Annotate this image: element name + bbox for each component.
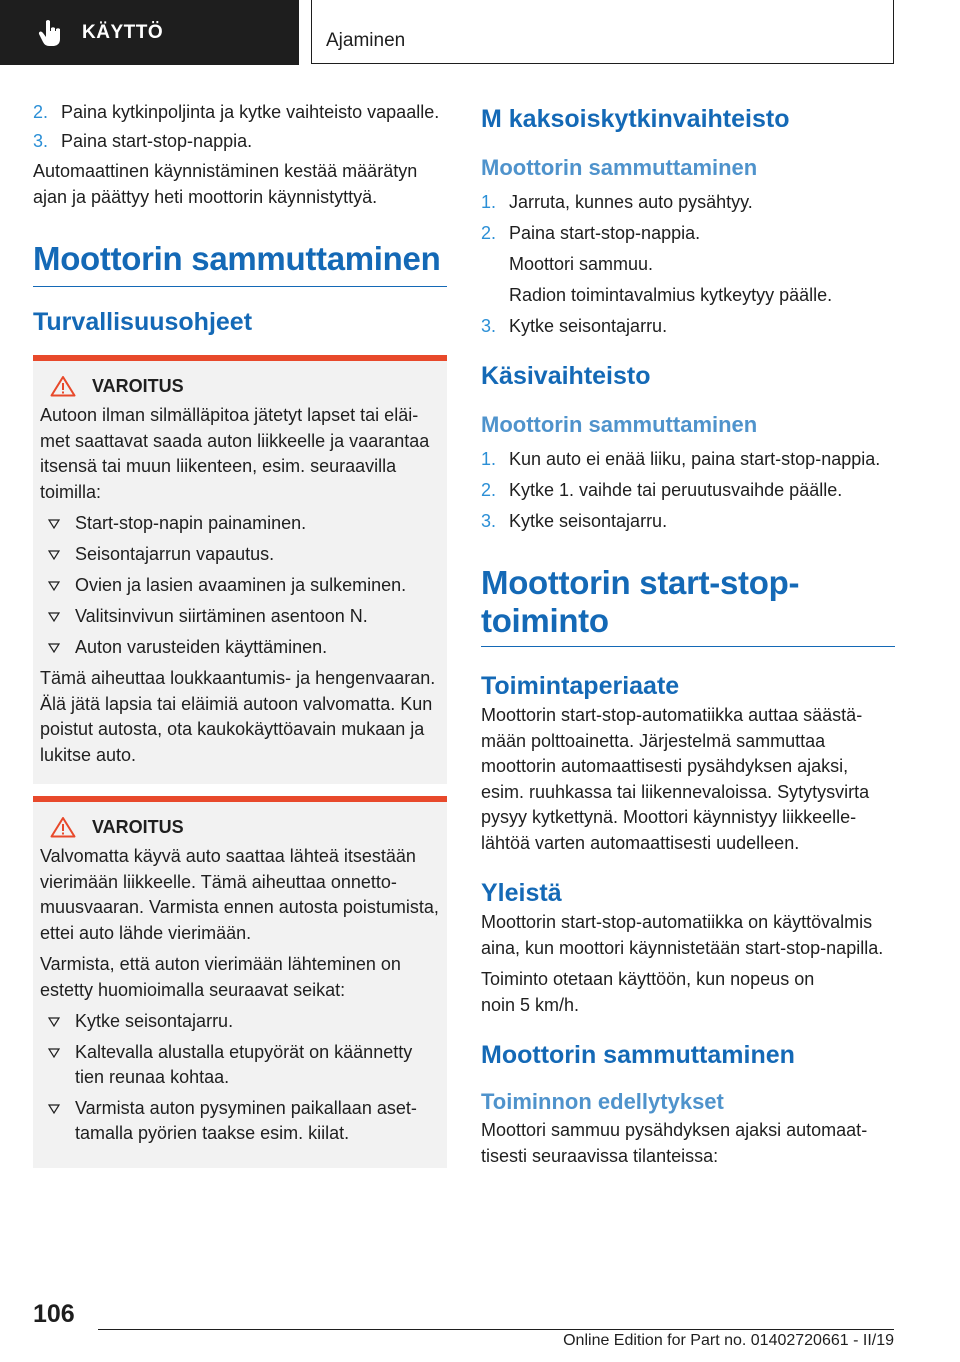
bullet-text: Start-stop-napin painaminen. [75, 513, 307, 533]
bullet-text: Kaltevalla alustalla etupyörät on käännetty tien reunaa kohtaa. [75, 1042, 413, 1087]
step-text: Paina start-stop-nappia. [509, 223, 701, 243]
paragraph: Automaattinen käynnistäminen kestää määrätyn ajan ja päättyy heti moottorin käynnistyttyä. [33, 161, 418, 207]
edition-note: Online Edition for Part no. 01402720661 - II/19 [563, 1332, 894, 1349]
subsection-heading: M kaksoiskytkinvaihteisto [481, 105, 790, 133]
section-heading-rule [481, 646, 895, 647]
step-number: 2. [33, 102, 49, 122]
step-text: Kytke 1. vaihde tai peruutusvaihde päälle. [509, 480, 843, 500]
step-item [481, 314, 895, 339]
sub-subsection-heading: Moottorin sammuttaminen [481, 155, 758, 180]
bullet-item [40, 1009, 439, 1034]
step-number: 3. [481, 511, 497, 531]
step-item [481, 190, 895, 215]
bullet-item [40, 604, 439, 629]
step-text: Kun auto ei enää liiku, paina start-stop-nappia. [509, 449, 881, 469]
warning-intro: Valvomatta käyvä auto saattaa lähteä itsestään vierimään liikkeelle. Tämä aiheuttaa onnettomuusvaaran. Varmista ennen autosta poistumista, ettei auto lähde vierimään. [40, 846, 439, 943]
triangle-bullet-icon [48, 581, 60, 591]
bullet-text: Kytke seisontajarru. [75, 1011, 234, 1031]
warning-intro-2: Varmista, että auton vierimään lähteminen on estetty huomioimalla seuraavat seikat: [40, 954, 401, 1000]
triangle-bullet-icon [48, 1104, 60, 1114]
step-item [481, 509, 895, 534]
paragraph: Moottori sammuu pysähdyksen ajaksi automaattisesti seuraavissa tilanteissa: [481, 1120, 868, 1166]
step-text: Paina start-stop-nappia. [61, 131, 253, 151]
bullet-item [40, 573, 439, 598]
bullet-item [40, 1040, 439, 1090]
step-number: 1. [481, 192, 497, 212]
sub-subsection-heading: Moottorin sammuttaminen [481, 412, 758, 437]
right-column [481, 104, 895, 1169]
warning-title-text: VAROITUS [92, 816, 184, 837]
warning-intro: Autoon ilman silmälläpitoa jätetyt lapset tai eläimet saattavat saada auton liikkeelle ja vaarantaa itsensä tai muun liikenteen, esim. seuraavilla toimilla: [40, 405, 430, 502]
warning-title [50, 816, 439, 838]
bullet-item [40, 1096, 439, 1146]
section-heading: Moottorin start-stop-toiminto [481, 564, 800, 639]
triangle-bullet-icon [48, 612, 60, 622]
sub-subsection-heading: Toiminnon edellytykset [481, 1089, 724, 1114]
subsection-heading: Toimintaperiaate [481, 672, 680, 700]
bullet-text: Varmista auton pysyminen paikallaan asettamalla pyörien taakse esim. kiilat. [75, 1098, 417, 1143]
subsection-heading: Moottorin sammuttaminen [481, 1041, 795, 1069]
section-tab [0, 0, 299, 65]
page-number: 106 [33, 1300, 75, 1328]
step-text: Paina kytkinpoljinta ja kytke vaihteisto vapaalle. [61, 102, 440, 122]
left-column [33, 100, 447, 1168]
triangle-bullet-icon [48, 550, 60, 560]
step-number: 1. [481, 449, 497, 469]
warning-outro: Tämä aiheuttaa loukkaantumis- ja hengenvaaran. Älä jätä lapsia tai eläimiä autoon valvomatta. Kun poistut autosta, ota kaukokäyttöavain mukaan ja lukitse auto. [40, 668, 436, 765]
step-text: Jarruta, kunnes auto pysähtyy. [509, 192, 753, 212]
paragraph: Moottorin start-stop-automatiikka on käyttövalmis aina, kun moottori käynnistetään start-stop-napilla. [481, 912, 884, 958]
bullet-text: Ovien ja lasien avaaminen ja sulkeminen. [75, 575, 407, 595]
hand-pointer-icon [38, 19, 62, 47]
warning-title [50, 375, 439, 397]
subsection-heading: Turvallisuusohjeet [33, 308, 253, 336]
footer-rule [98, 1329, 894, 1330]
triangle-bullet-icon [48, 643, 60, 653]
step-item [481, 221, 895, 308]
bullet-text: Seisontajarrun vapautus. [75, 544, 275, 564]
step-item [33, 129, 447, 154]
triangle-bullet-icon [48, 1048, 60, 1058]
bullet-item [40, 511, 439, 536]
chapter-tab [311, 0, 894, 64]
step-number: 3. [481, 316, 497, 336]
step-number: 2. [481, 480, 497, 500]
section-heading: Moottorin sammuttaminen [33, 240, 447, 287]
chapter-label: Ajaminen [326, 30, 406, 51]
paragraph: Moottorin start-stop-automatiikka auttaa säästämään polttoainetta. Järjestelmä sammuttaa moottorin automaattisesti pysähdyksen ajaksi, esim. ruuhkassa tai liikennevaloissa. Sytytysvirta pysyy kytkettynä. Moottori käynnistyy liikkeellelähtöä varten automaattisesti uudelleen. [481, 705, 870, 853]
step-text: Kytke seisontajarru. [509, 316, 668, 336]
triangle-bullet-icon [48, 519, 60, 529]
warning-triangle-icon [50, 375, 76, 397]
subsection-heading: Käsivaihteisto [481, 362, 651, 390]
step-result: Radion toimintavalmius kytkeytyy päälle. [509, 285, 833, 305]
bullet-item [40, 635, 439, 660]
warning-box [33, 355, 447, 784]
bullet-item [40, 542, 439, 567]
warning-box [33, 796, 447, 1168]
step-number: 2. [481, 223, 497, 243]
step-item [33, 100, 447, 125]
warning-triangle-icon [50, 816, 76, 838]
step-number: 3. [33, 131, 49, 151]
warning-title-text: VAROITUS [92, 375, 184, 396]
step-item [481, 447, 895, 472]
section-label: KÄYTTÖ [82, 21, 164, 43]
bullet-text: Auton varusteiden käyttäminen. [75, 637, 328, 657]
triangle-bullet-icon [48, 1017, 60, 1027]
bullet-text: Valitsinvivun siirtäminen asentoon N. [75, 606, 368, 626]
subsection-heading: Yleistä [481, 879, 562, 907]
paragraph: Toiminto otetaan käyttöön, kun nopeus on noin 5 km/h. [481, 969, 815, 1015]
step-text: Kytke seisontajarru. [509, 511, 668, 531]
step-result: Moottori sammuu. [509, 254, 654, 274]
step-item [481, 478, 895, 503]
